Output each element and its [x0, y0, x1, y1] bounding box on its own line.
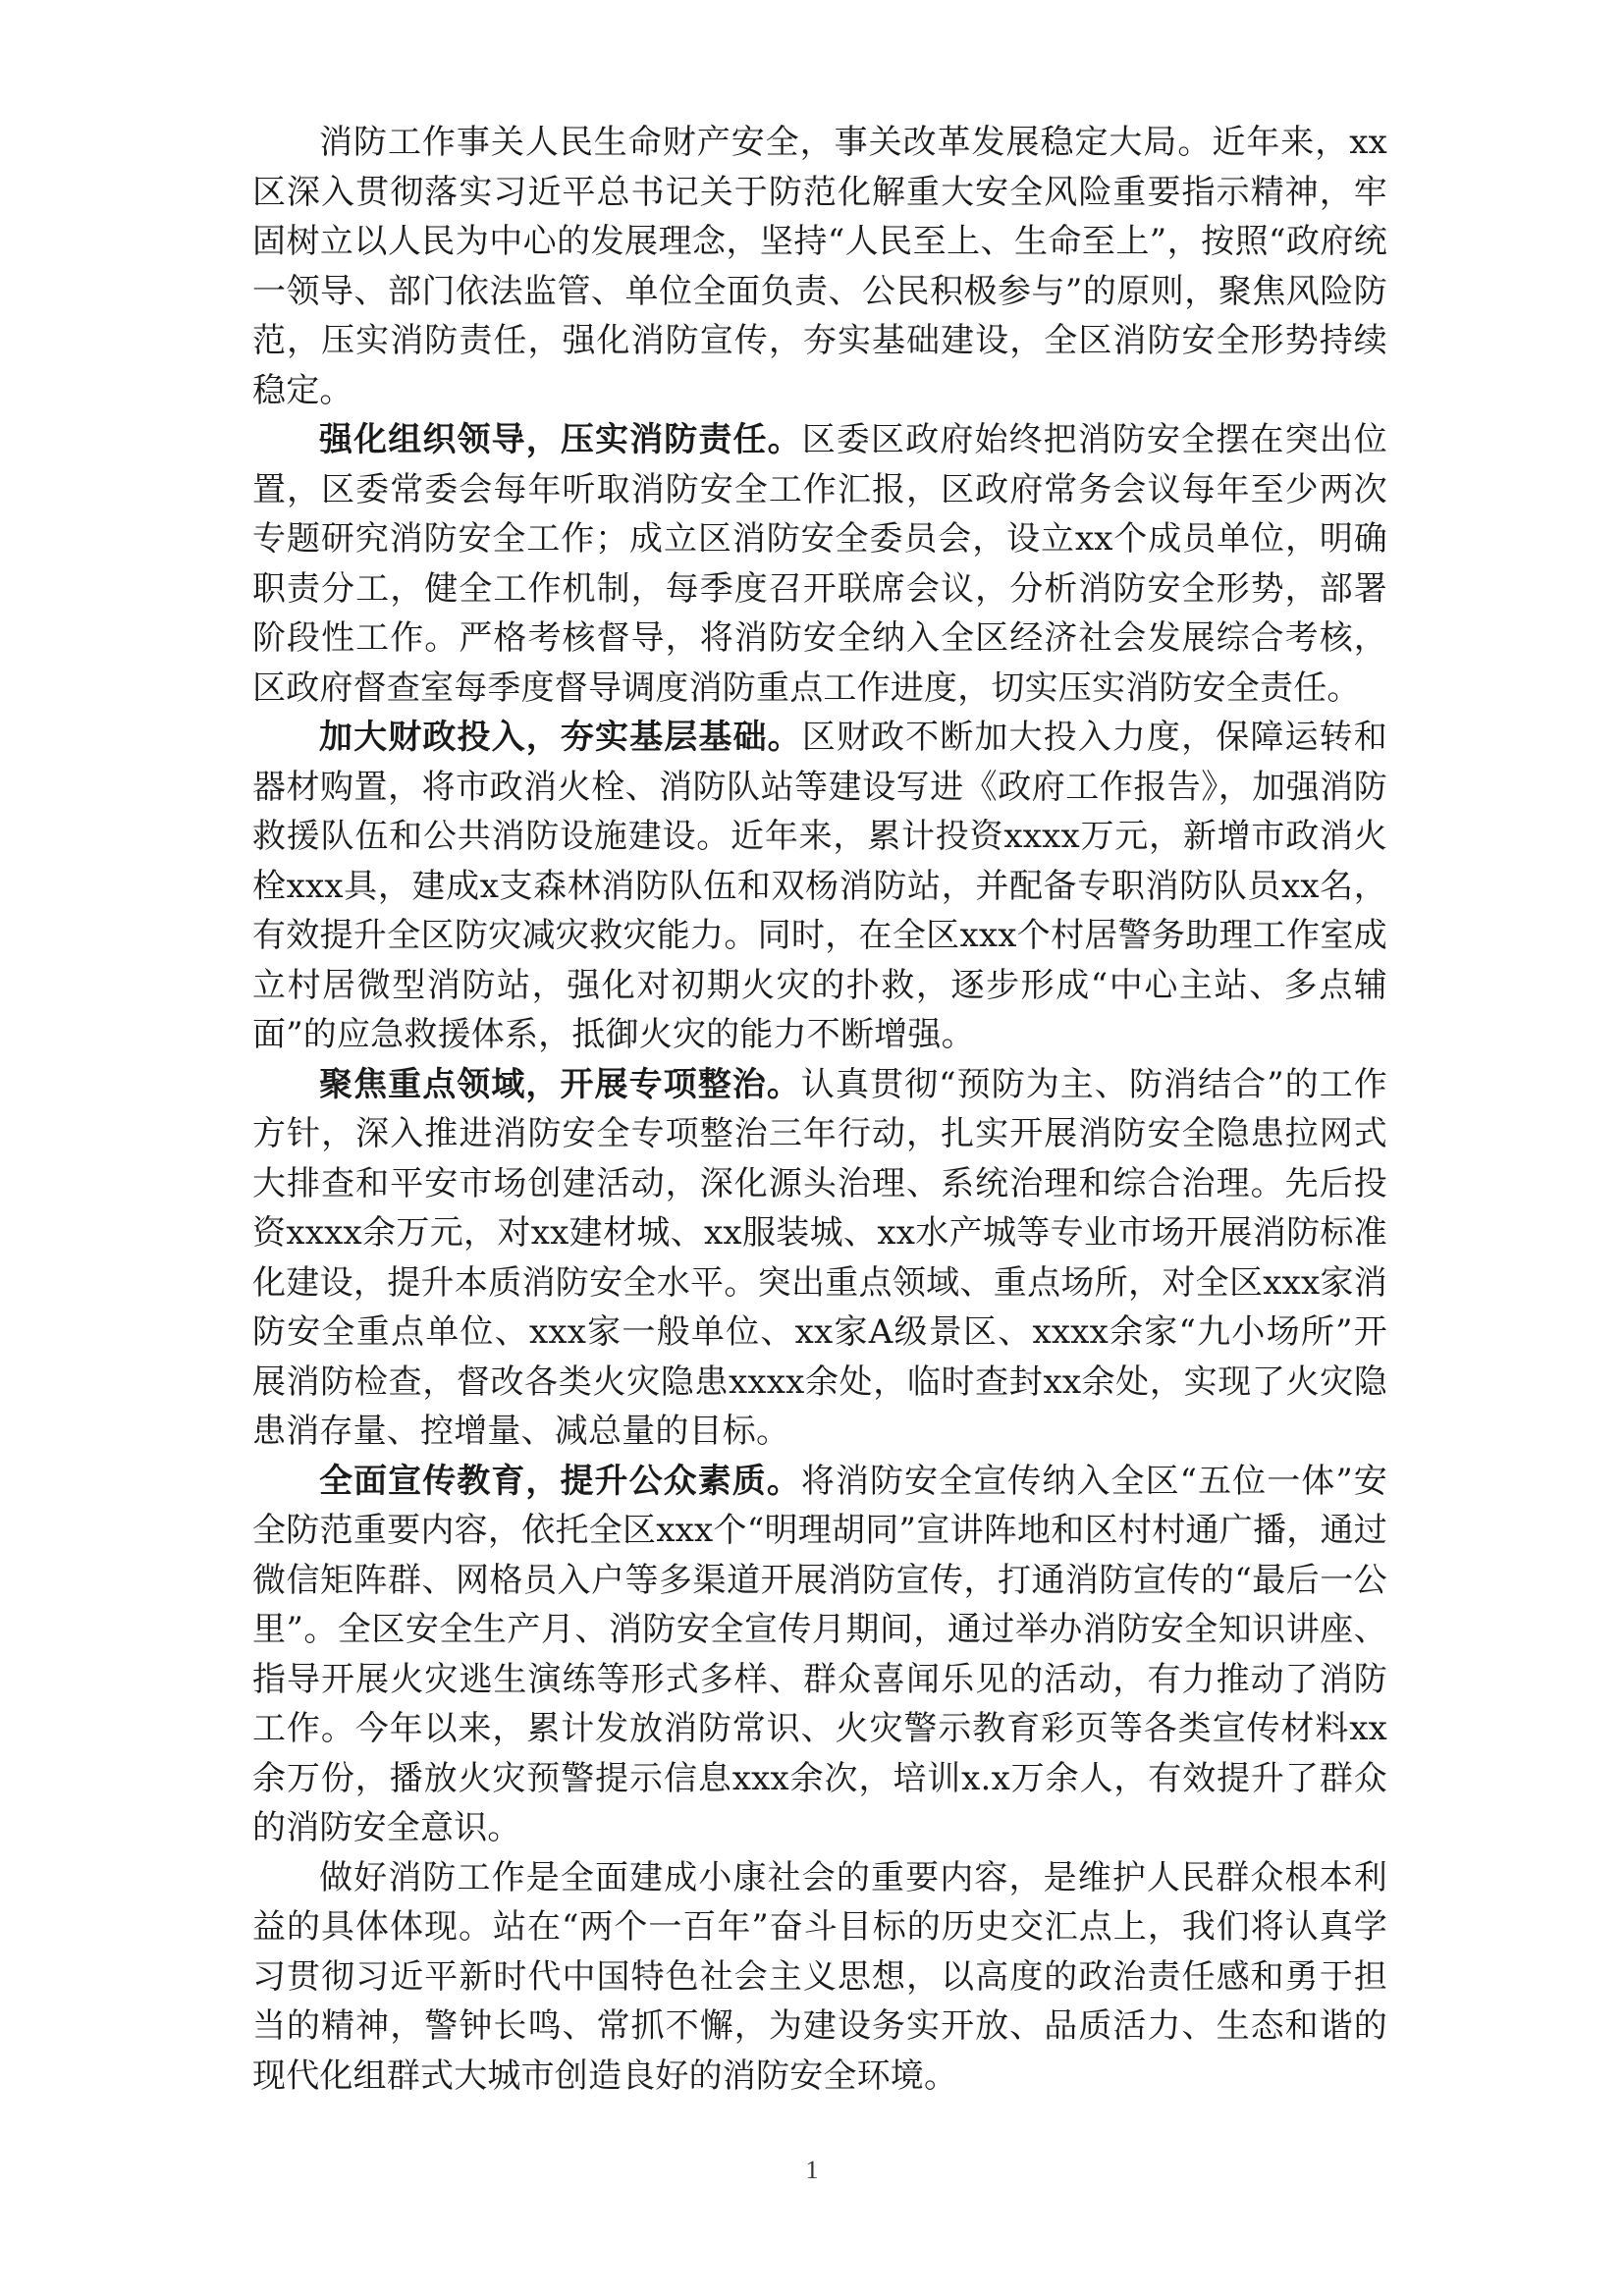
document-body [252, 118, 1387, 2101]
paragraph-heading: 全面宣传教育，提升公众素质。 [319, 1461, 801, 1501]
paragraph-special-rectification [252, 1060, 1387, 1457]
paragraph-text: 将消防安全宣传纳入全区“五位一体”安全防范重要内容，依托全区xxx个“明理胡同”宣讲阵地和区村村通广播，通过微信矩阵群、网格员入户等多渠道开展消防宣传，打通消防宣传的“最后一公里”。全区安全生产月、消防安全宣传月期间，通过举办消防安全知识讲座、指导开展火灾逃生演练等形式多样、群众喜闻乐见的活动，有力推动了消防工作。今年以来，累计发放消防常识、火灾警示教育彩页等各类宣传材料xx余万份，播放火灾预警提示信息xxx余次，培训x.x万余人，有效提升了群众的消防安全意识。 [252, 1461, 1387, 1847]
paragraph-text: 认真贯彻“预防为主、防消结合”的工作方针，深入推进消防安全专项整治三年行动，扎实开展消防安全隐患拉网式大排查和平安市场创建活动，深化源头治理、系统治理和综合治理。先后投资xxxx余万元，对xx建材城、xx服装城、xx水产城等专业市场开展消防标准化建设，提升本质消防安全水平。突出重点领域、重点场所，对全区xxx家消防安全重点单位、xxx家一般单位、xx家A级景区、xxxx余家“九小场所”开展消防检查，督改各类火灾隐患xxxx余处，临时查封xx余处，实现了火灾隐患消存量、控增量、减总量的目标。 [252, 1064, 1387, 1451]
paragraph-fiscal-investment [252, 713, 1387, 1060]
paragraph-text: 做好消防工作是全面建成小康社会的重要内容，是维护人民群众根本利益的具体体现。站在“两个一百年”奋斗目标的历史交汇点上，我们将认真学习贯彻习近平新时代中国特色社会主义思想，以高度的政治责任感和勇于担当的精神，警钟长鸣、常抓不懈，为建设务实开放、品质活力、生态和谐的现代化组群式大城市创造良好的消防安全环境。 [252, 1857, 1387, 2096]
paragraph-heading: 加大财政投入，夯实基层基础。 [319, 718, 802, 757]
page-number: 1 [805, 2156, 819, 2184]
paragraph-text: 消防工作事关人民生命财产安全，事关改革发展稳定大局。近年来，xx区深入贯彻落实习近平总书记关于防范化解重大安全风险重要指示精神，牢固树立以人民为中心的发展理念，坚持“人民至上、生命至上”，按照“政府统一领导、部门依法监管、单位全面负责、公民积极参与”的原则，聚焦风险防范，压实消防责任，强化消防宣传，夯实基础建设，全区消防安全形势持续稳定。 [252, 123, 1387, 410]
paragraph-publicity-education [252, 1457, 1387, 1853]
paragraph-conclusion [252, 1853, 1387, 2102]
paragraph-heading: 聚焦重点领域，开展专项整治。 [319, 1064, 801, 1104]
paragraph-text: 区财政不断加大投入力度，保障运转和器材购置，将市政消火栓、消防队站等建设写进《政府工作报告》，加强消防救援队伍和公共消防设施建设。近年来，累计投资xxxx万元，新增市政消火栓xxx具，建成x支森林消防队伍和双杨消防站，并配备专职消防队员xx名，有效提升全区防灾减灾救灾能力。同时，在全区xxx个村居警务助理工作室成立村居微型消防站，强化对初期火灾的扑救，逐步形成“中心主站、多点辅面”的应急救援体系，抵御火灾的能力不断增强。 [252, 718, 1387, 1054]
paragraph-organization-leadership [252, 415, 1387, 713]
paragraph-text: 区委区政府始终把消防安全摆在突出位置，区委常委会每年听取消防安全工作汇报，区政府常务会议每年至少两次专题研究消防安全工作；成立区消防安全委员会，设立xx个成员单位，明确职责分工，健全工作机制，每季度召开联席会议，分析消防安全形势，部署阶段性工作。严格考核督导，将消防安全纳入全区经济社会发展综合考核，区政府督查室每季度督导调度消防重点工作进度，切实压实消防安全责任。 [252, 420, 1387, 708]
paragraph-heading: 强化组织领导，压实消防责任。 [319, 420, 802, 459]
paragraph-intro [252, 118, 1387, 415]
